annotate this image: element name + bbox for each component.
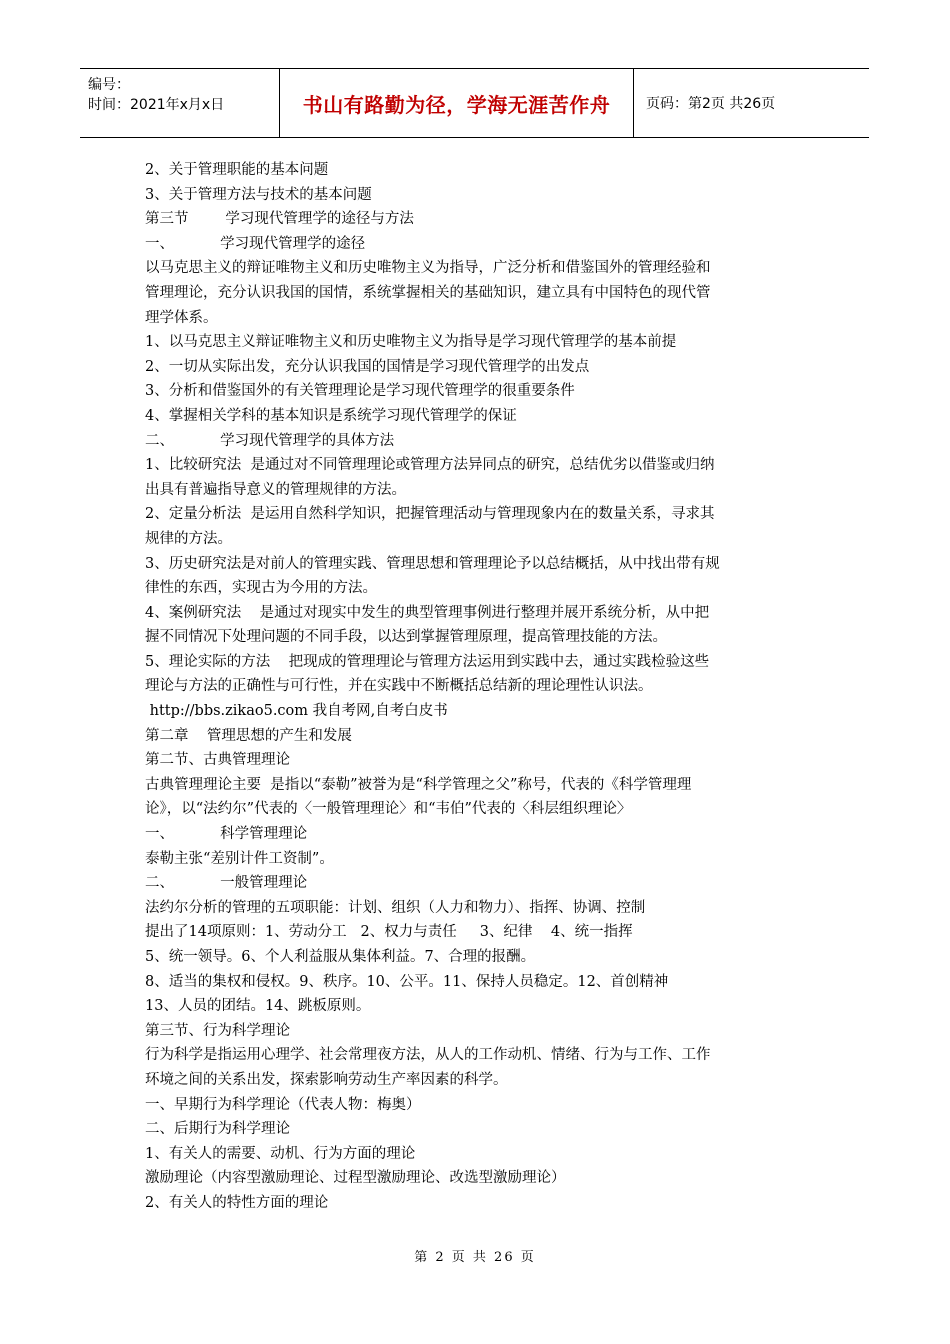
- text-line: 5、统一领导。6、个人利益服从集体利益。7、合理的报酬。: [145, 949, 536, 965]
- text-line: 13、人员的团结。14、跳板原则。: [145, 998, 371, 1015]
- text-line: 出具有普遍指导意义的管理规律的方法。: [145, 481, 406, 498]
- text-line: 律性的东西，实现古为今用的方法。: [145, 580, 377, 597]
- text-line: 2、关于管理职能的基本问题: [145, 162, 329, 178]
- text-line: 第二章 管理思想的产生和发展: [145, 727, 352, 744]
- text-line: 1、比较研究法 是通过对不同管理理论或管理方法异同点的研究，总结优劣以借鉴或归纳: [145, 457, 715, 474]
- text-line: 理论与方法的正确性与可行性，并在实践中不断概括总结新的理论理性认识法。: [145, 678, 653, 695]
- text-line: 提出了14项原则：1、劳动分工 2、权力与责任 3、纪律 4、统一指挥: [145, 924, 633, 941]
- text-line: 4、掌握相关学科的基本知识是系统学习现代管理学的保证: [145, 407, 517, 424]
- text-line: 5、理论实际的方法 把现成的管理理论与管理方法运用到实践中去，通过实践检验这些: [145, 653, 710, 670]
- header-motto: 书山有路勤为径，学海无涯苦作舟: [280, 69, 634, 137]
- text-line: 2、一切从实际出发，充分认识我国的国情是学习现代管理学的出发点: [145, 358, 590, 375]
- text-line: 古典管理理论主要 是指以“泰勒”被誉为是“科学管理之父”称号，代表的《科学管理理: [145, 776, 692, 793]
- text-line: 二、后期行为科学理论: [145, 1121, 290, 1138]
- page-header: [80, 68, 869, 138]
- text-line: 二、 一般管理理论: [145, 875, 308, 892]
- text-line: 法约尔分析的管理的五项职能：计划、组织（人力和物力）、指挥、协调、控制: [145, 899, 646, 916]
- document-body: [145, 158, 813, 1216]
- header-number-label: 编号：: [88, 77, 130, 93]
- text-line: 4、案例研究法 是通过对现实中发生的典型管理事例进行整理并展开系统分析，从中把: [145, 604, 710, 621]
- header-meta: [80, 69, 280, 137]
- text-line: 第三节、行为科学理论: [145, 1022, 290, 1039]
- text-line: 3、关于管理方法与技术的基本问题: [145, 186, 372, 203]
- text-line: 激励理论（内容型激励理论、过程型激励理论、改选型激励理论）: [145, 1170, 566, 1187]
- text-line: 8、适当的集权和侵权。9、秩序。10、公平。11、保持人员稳定。12、首创精神: [145, 973, 669, 990]
- text-line: 理学体系。: [145, 309, 218, 326]
- text-line: 以马克思主义的辩证唯物主义和历史唯物主义为指导，广泛分析和借鉴国外的管理经验和: [145, 260, 711, 277]
- text-line: 2、定量分析法 是运用自然科学知识，把握管理活动与管理现象内在的数量关系，寻求其: [145, 506, 715, 523]
- page-footer: 第 2 页 共 26 页: [414, 1250, 536, 1265]
- text-line: http://bbs.zikao5.com 我自考网,自考白皮书: [145, 703, 448, 720]
- text-line: 3、历史研究法是对前人的管理实践、管理思想和管理理论予以总结概括，从中找出带有规: [145, 555, 720, 572]
- text-line: 2、有关人的特性方面的理论: [145, 1194, 329, 1211]
- text-line: 1、以马克思主义辩证唯物主义和历史唯物主义为指导是学习现代管理学的基本前提: [145, 334, 677, 351]
- text-line: 行为科学是指运用心理学、社会常理夜方法，从人的工作动机、情绪、行为与工作、工作: [145, 1047, 711, 1064]
- text-line: 第二节、古典管理理论: [145, 752, 290, 769]
- text-line: 一、 科学管理理论: [145, 826, 308, 843]
- text-line: 一、早期行为科学理论（代表人物：梅奥）: [145, 1096, 421, 1113]
- text-line: 1、有关人的需要、动机、行为方面的理论: [145, 1145, 416, 1162]
- text-line: 3、分析和借鉴国外的有关管理理论是学习现代管理学的很重要条件: [145, 383, 575, 400]
- header-page-info: 页码：第2页 共26页: [646, 96, 776, 112]
- header-time-label: 时间：2021年x月x日: [88, 97, 225, 113]
- text-line: 泰勒主张“差别计件工资制”。: [145, 850, 334, 867]
- text-line: 规律的方法。: [145, 530, 232, 547]
- text-line: 管理理论，充分认识我国的国情，系统掌握相关的基础知识，建立具有中国特色的现代管: [145, 284, 711, 301]
- text-line: 第三节 学习现代管理学的途径与方法: [145, 211, 414, 228]
- text-line: 握不同情况下处理问题的不同手段，以达到掌握管理原理，提高管理技能的方法。: [145, 629, 667, 646]
- text-line: 二、 学习现代管理学的具体方法: [145, 432, 395, 449]
- text-line: 论》，以“法约尔”代表的〈一般管理理论〉和“韦伯”代表的〈科层组织理论〉: [145, 801, 632, 818]
- text-line: 环境之间的关系出发，探索影响劳动生产率因素的科学。: [145, 1071, 508, 1088]
- text-line: 一、 学习现代管理学的途径: [145, 235, 366, 252]
